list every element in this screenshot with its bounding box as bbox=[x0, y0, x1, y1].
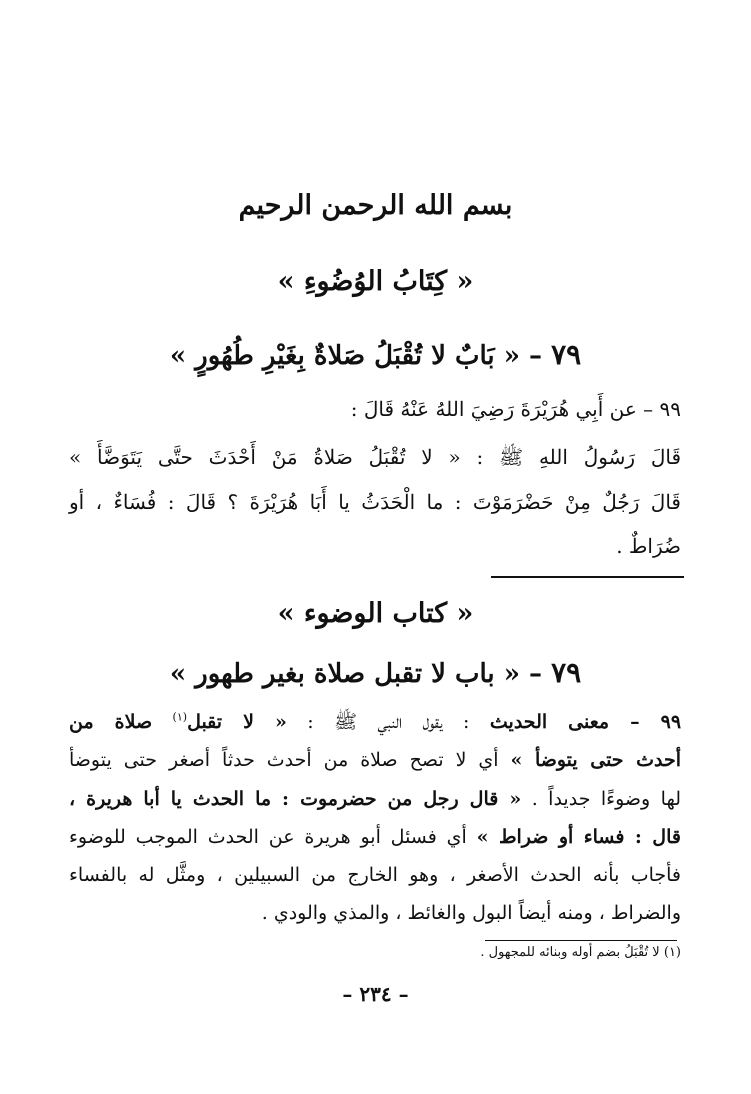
bab-number: ٧٩ bbox=[551, 656, 582, 689]
bab-heading bbox=[0, 338, 751, 371]
hadith-line: ضُرَاطٌ . bbox=[616, 534, 681, 558]
bab-title: – « بَابٌ لا تُقْبَلُ صَلاةٌ بِغَيْرِ طُهُورٍ » bbox=[169, 341, 542, 371]
commentary-line: قال : فساء أو ضراط » أي فسئل أبو هريرة عن الحدث الموجب للوضوء bbox=[69, 826, 681, 848]
kitab-title: « كتاب الوضوء » bbox=[277, 598, 474, 629]
footnote-ref: (١) bbox=[172, 710, 188, 724]
commentary-line: والضراط ، ومنه أيضاً البول والغائط ، والمذي والودي . bbox=[261, 902, 681, 924]
footnote-divider bbox=[485, 940, 677, 941]
bab-title: – « باب لا تقبل صلاة بغير طهور » bbox=[169, 659, 542, 689]
kitab-title: « كِتَابُ الوُضُوءِ » bbox=[277, 266, 474, 297]
commentary-line: فأجاب بأنه الحدث الأصغر ، وهو الخارج من السبيلين ، ومثَّل له بالفساء bbox=[69, 864, 681, 886]
hadith-line: ٩٩ – عن أَبِي هُرَيْرَةَ رَضِيَ اللهُ عَنْهُ قَالَ : bbox=[350, 397, 681, 421]
hadith-line: قَالَ رَجُلٌ مِنْ حَضْرَمَوْتَ : ما الْحَدَثُ يا أَبَا هُرَيْرَةَ ؟ قَالَ : فُسَاءٌ ، أو bbox=[69, 490, 681, 514]
footnote: (١) لا تُقْبَلُ بضم أوله وبنائه للمجهول . bbox=[480, 945, 681, 960]
basmala-heading: بسم الله الرحمن الرحيم bbox=[238, 190, 513, 221]
hadith-line: قَالَ رَسُولُ اللهِ ﷺ : « لا تُقْبَلُ صَلاةُ مَنْ أَحْدَثَ حتَّى يَتَوَضَّأَ » bbox=[69, 445, 681, 469]
commentary-line: لها وضوءًا جديداً . « قال رجل من حضرموت : ما الحدث يا أبا هريرة ، bbox=[69, 788, 681, 810]
commentary-line: أحدث حتى يتوضأ » أي لا تصح صلاة من أحدث حدثاً أصغر حتى يتوضأ bbox=[69, 749, 681, 771]
bab-number: ٧٩ bbox=[551, 338, 582, 371]
hadith-number-label: ٩٩ – معنى الحديث bbox=[489, 711, 682, 733]
commentary-line: ٩٩ – معنى الحديث : يقول النبي ﷺ : « لا تقبل$^{(١)}$ صلاة من bbox=[69, 710, 682, 733]
bab-heading bbox=[0, 656, 751, 689]
section-divider bbox=[491, 576, 684, 578]
page-number: – ٢٣٤ – bbox=[342, 982, 409, 1006]
